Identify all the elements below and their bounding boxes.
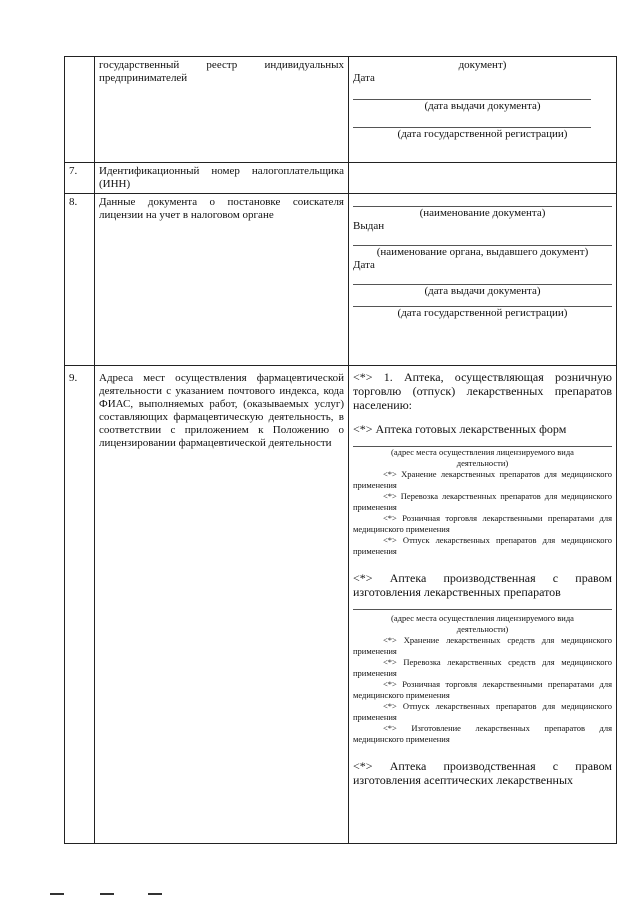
footer-mark: [50, 893, 64, 895]
document-name-caption: (наименование документа): [419, 207, 546, 219]
block2-item: <*> Отпуск лекарственных препаратов для медицинского применения: [353, 701, 612, 722]
block3-title: <*> Аптека производственная с правом изготовления асептических лекарственных: [353, 759, 612, 787]
block2-items: [353, 635, 612, 745]
block2-title: <*> Аптека производственная с правом изготовления лекарственных препаратов: [353, 571, 612, 599]
block2-address-caption: (адрес места осуществления лицензируемого вида деятельности): [391, 613, 574, 634]
issuer-caption: (наименование органа, выдавшего документ): [376, 246, 589, 258]
registration-date-caption: (дата государственной регистрации): [397, 307, 568, 319]
issued-label: Выдан: [353, 220, 385, 232]
block1-items: [353, 469, 612, 557]
issue-date-caption: (дата выдачи документа): [424, 100, 541, 112]
footer-mark: [100, 893, 114, 895]
block2-item: <*> Хранение лекарственных средств для медицинского применения: [353, 635, 612, 656]
registration-date-caption: (дата государственной регистрации): [397, 128, 568, 140]
block1-item: <*> Хранение лекарственных препаратов для медицинского применения: [353, 469, 612, 490]
row-6-label: государственный реестр индивидуальных предпринимателей: [95, 57, 349, 163]
block2-item: <*> Розничная торговля лекарственными препаратами для медицинского применения: [353, 679, 612, 700]
block1-item: <*> Розничная торговля лекарственными препаратами для медицинского применения: [353, 513, 612, 534]
row-7-label: Идентификационный номер налогоплательщика (ИНН): [95, 163, 349, 194]
table-row-6: [65, 57, 617, 163]
application-form-table: [64, 56, 617, 844]
table-row-8: [65, 194, 617, 366]
block2-item: <*> Перевозка лекарственных средств для медицинского применения: [353, 657, 612, 678]
row-number: 9.: [65, 366, 95, 844]
blank-line: [353, 609, 612, 610]
row-6-value: [349, 57, 617, 163]
row-9-value: [349, 366, 617, 844]
row-8-label: Данные документа о постановке соискателя лицензии на учет в налоговом органе: [95, 194, 349, 366]
block1-title: <*> Аптека готовых лекарственных форм: [353, 422, 567, 436]
row-9-label: Адреса мест осуществления фармацевтической деятельности с указанием почтового индекса, кода ФИАС, выполняемых работ, (оказываемых услуг) составляющих фармацевтическую деятельность, в соответствии с приложением к Положению о лицензировании фармацевтической деятельности: [95, 366, 349, 844]
table-row-7: [65, 163, 617, 194]
block1-item: <*> Отпуск лекарственных препаратов для медицинского применения: [353, 535, 612, 556]
row-number-empty: [65, 57, 95, 163]
table-row-9: [65, 366, 617, 844]
footer-mark: [148, 893, 162, 895]
row-number: 7.: [65, 163, 95, 194]
row-8-value: [349, 194, 617, 366]
document-close-text: документ): [458, 59, 507, 71]
block1-address-caption: (адрес места осуществления лицензируемого вида деятельности): [391, 447, 574, 468]
block1-item: <*> Перевозка лекарственных препаратов для медицинского применения: [353, 491, 612, 512]
block2-item: <*> Изготовление лекарственных препаратов для медицинского применения: [353, 723, 612, 744]
pharmacy-heading: <*> 1. Аптека, осуществляющая розничную торговлю (отпуск) лекарственных препаратов населению:: [353, 370, 612, 412]
date-label: Дата: [353, 72, 375, 84]
row-7-value: [349, 163, 617, 194]
row-number: 8.: [65, 194, 95, 366]
issue-date-caption: (дата выдачи документа): [424, 285, 541, 297]
date-label: Дата: [353, 259, 375, 271]
